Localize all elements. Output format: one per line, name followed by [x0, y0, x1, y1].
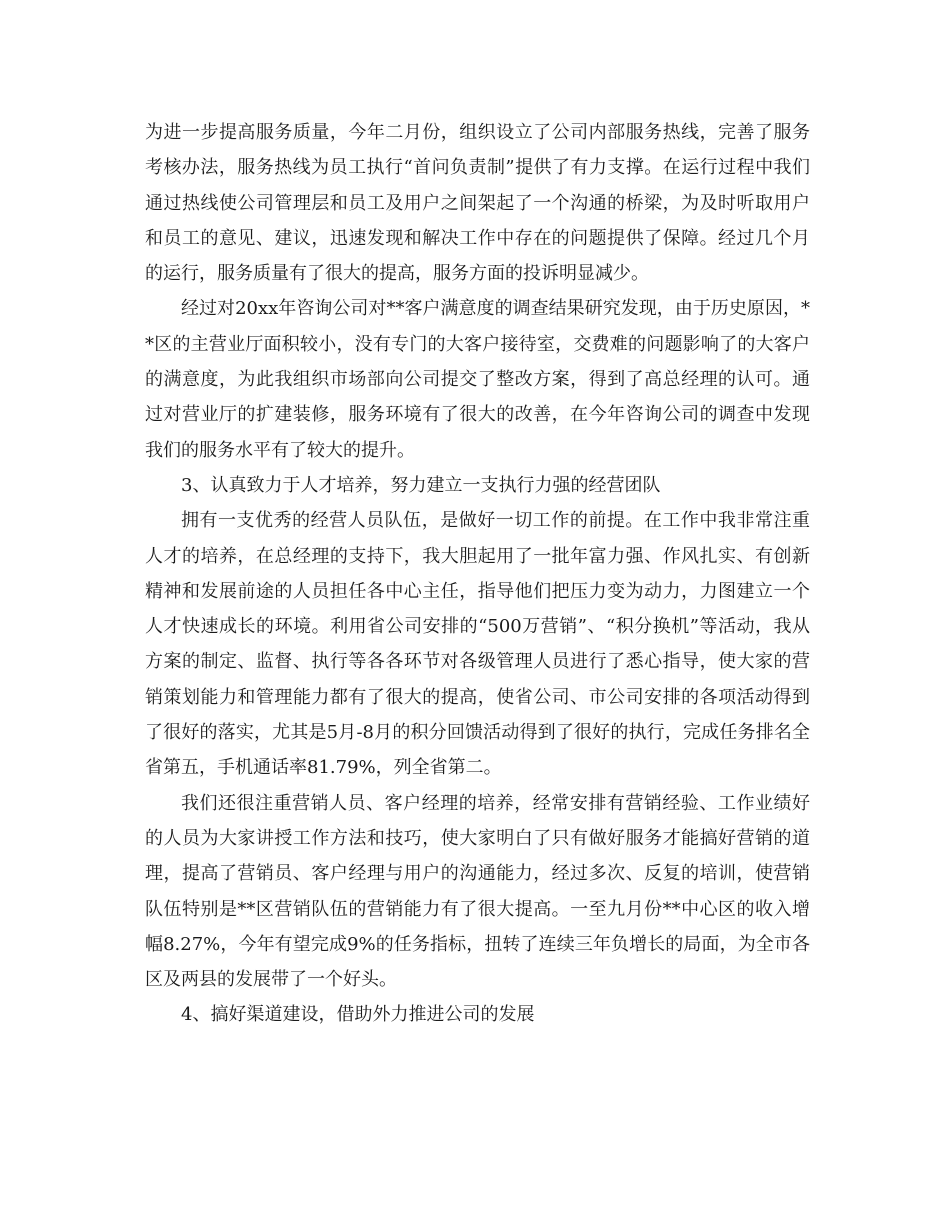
paragraph-hotline-service: 为进一步提高服务质量，今年二月份，组织设立了公司内部服务热线，完善了服务考核办法，服务热线为员工执行“首问负责制”提供了有力支撑。在运行过程中我们通过热线使公司管理层和员工及用户之间架起了一个沟通的桥梁，为及时听取用户和员工的意见、建议，迅速发现和解决工作中存在的问题提供了保障。经过几个月的运行，服务质量有了很大的提高，服务方面的投诉明显减少。 — [145, 122, 810, 285]
section-heading-talent-training: 3、认真致力于人才培养，努力建立一支执行力强的经营团队 — [181, 474, 661, 496]
paragraph-sales-training: 我们还很注重营销人员、客户经理的培养，经常安排有营销经验、工作业绩好的人员为大家讲授工作方法和技巧，使大家明白了只有做好服务才能搞好营销的道理，提高了营销员、客户经理与用户的沟通能力，经过多次、反复的培训，使营销队伍特别是**区营销队伍的营销能力有了很大提高。一至九月份**中心区的收入增幅8.27%，今年有望完成9%的任务指标，扭转了连续三年负增长的局面，为全市各区及两县的发展带了一个好头。 — [145, 792, 810, 991]
section-heading-channel-building: 4、搞好渠道建设，借助外力推进公司的发展 — [181, 1004, 535, 1026]
document-body — [145, 115, 810, 1033]
paragraph-management-team: 拥有一支优秀的经营人员队伍，是做好一切工作的前提。在工作中我非常注重人才的培养，在总经理的支持下，我大胆起用了一批年富力强、作风扎实、有创新精神和发展前途的人员担任各中心主任，指导他们把压力变为动力，力图建立一个人才快速成长的环境。利用省公司安排的“500万营销”、“积分换机”等活动，我从方案的制定、监督、执行等各各环节对各级管理人员进行了悉心指导，使大家的营销策划能力和管理能力都有了很大的提高，使省公司、市公司安排的各项活动得到了很好的落实，尤其是5月-8月的积分回馈活动得到了很好的执行，完成任务排名全省第五，手机通话率81.79%，列全省第二。 — [145, 510, 810, 779]
paragraph-customer-satisfaction: 经过对20xx年咨询公司对**客户满意度的调查结果研究发现，由于历史原因，**区的主营业厅面积较小，没有专门的大客户接待室，交费难的问题影响了的大客户的满意度，为此我组织市场部向公司提交了整改方案，得到了高总经理的认可。通过对营业厅的扩建装修，服务环境有了很大的改善，在今年咨询公司的调查中发现我们的服务水平有了较大的提升。 — [145, 298, 810, 461]
